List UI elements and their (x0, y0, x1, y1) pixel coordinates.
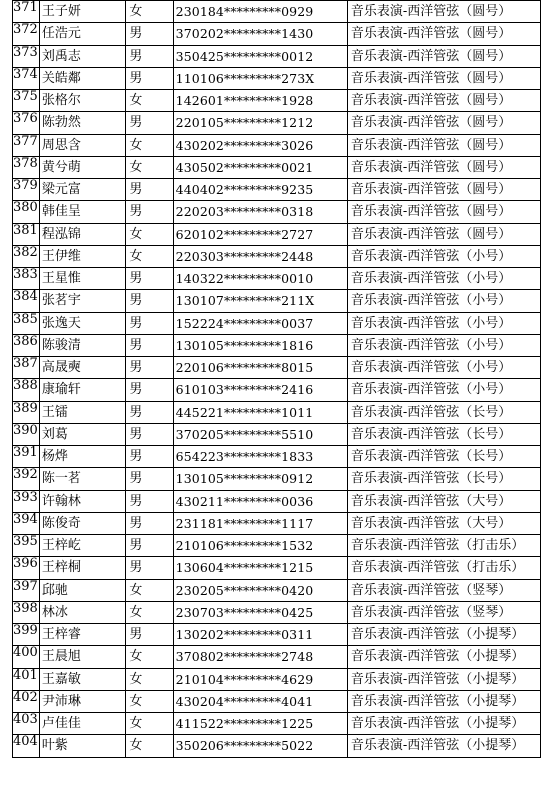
row-number: 397 (13, 579, 40, 601)
student-roster-table (12, 0, 541, 758)
student-name: 王星惟 (39, 268, 126, 290)
major-name: 音乐表演-西洋管弦（长号） (347, 423, 540, 445)
student-name: 王嘉敏 (39, 668, 126, 690)
major-name: 音乐表演-西洋管弦（圆号） (347, 45, 540, 67)
student-gender: 女 (126, 690, 173, 712)
id-number-masked: 430502*********0021 (173, 156, 347, 178)
row-number: 374 (13, 67, 40, 89)
student-gender: 女 (126, 223, 173, 245)
id-number-masked: 152224*********0037 (173, 312, 347, 334)
row-number: 393 (13, 490, 40, 512)
student-name: 邱驰 (39, 579, 126, 601)
student-gender: 男 (126, 357, 173, 379)
id-number-masked: 231181*********1117 (173, 512, 347, 534)
student-gender: 男 (126, 334, 173, 356)
id-number-masked: 445221*********1011 (173, 401, 347, 423)
student-gender: 男 (126, 45, 173, 67)
row-number: 402 (13, 690, 40, 712)
table-row (13, 201, 541, 223)
table-row (13, 446, 541, 468)
major-name: 音乐表演-西洋管弦（打击乐） (347, 535, 540, 557)
student-name: 刘葛 (39, 423, 126, 445)
table-row (13, 379, 541, 401)
major-name: 音乐表演-西洋管弦（长号） (347, 468, 540, 490)
student-name: 陈俊奇 (39, 512, 126, 534)
row-number: 382 (13, 245, 40, 267)
table-row (13, 357, 541, 379)
student-name: 周思含 (39, 134, 126, 156)
table-row (13, 23, 541, 45)
student-gender: 女 (126, 134, 173, 156)
id-number-masked: 140322*********0010 (173, 268, 347, 290)
student-gender: 男 (126, 401, 173, 423)
table-row (13, 646, 541, 668)
student-gender: 男 (126, 290, 173, 312)
id-number-masked: 210106*********1532 (173, 535, 347, 557)
row-number: 395 (13, 535, 40, 557)
row-number: 377 (13, 134, 40, 156)
student-gender: 男 (126, 535, 173, 557)
table-row (13, 156, 541, 178)
student-name: 杨烨 (39, 446, 126, 468)
student-gender: 女 (126, 735, 173, 757)
table-row (13, 1, 541, 23)
row-number: 371 (13, 1, 40, 23)
row-number: 390 (13, 423, 40, 445)
student-name: 张逸天 (39, 312, 126, 334)
major-name: 音乐表演-西洋管弦（圆号） (347, 134, 540, 156)
student-name: 王梓睿 (39, 624, 126, 646)
id-number-masked: 220106*********8015 (173, 357, 347, 379)
student-gender: 男 (126, 112, 173, 134)
id-number-masked: 620102*********2727 (173, 223, 347, 245)
id-number-masked: 230703*********0425 (173, 601, 347, 623)
table-row (13, 179, 541, 201)
table-row (13, 735, 541, 757)
id-number-masked: 142601*********1928 (173, 90, 347, 112)
major-name: 音乐表演-西洋管弦（大号） (347, 512, 540, 534)
table-row (13, 668, 541, 690)
id-number-masked: 230205*********0420 (173, 579, 347, 601)
row-number: 378 (13, 156, 40, 178)
student-gender: 男 (126, 312, 173, 334)
major-name: 音乐表演-西洋管弦（小号） (347, 357, 540, 379)
row-number: 389 (13, 401, 40, 423)
student-gender: 男 (126, 512, 173, 534)
major-name: 音乐表演-西洋管弦（大号） (347, 490, 540, 512)
student-gender: 女 (126, 245, 173, 267)
student-name: 王伊维 (39, 245, 126, 267)
student-name: 张格尔 (39, 90, 126, 112)
row-number: 375 (13, 90, 40, 112)
major-name: 音乐表演-西洋管弦（小提琴） (347, 713, 540, 735)
student-gender: 女 (126, 646, 173, 668)
row-number: 384 (13, 290, 40, 312)
student-gender: 女 (126, 156, 173, 178)
student-gender: 女 (126, 601, 173, 623)
table-row (13, 223, 541, 245)
major-name: 音乐表演-西洋管弦（小提琴） (347, 690, 540, 712)
student-gender: 男 (126, 67, 173, 89)
student-gender: 男 (126, 446, 173, 468)
major-name: 音乐表演-西洋管弦（圆号） (347, 112, 540, 134)
student-name: 尹沛琳 (39, 690, 126, 712)
major-name: 音乐表演-西洋管弦（小号） (347, 334, 540, 356)
student-gender: 男 (126, 557, 173, 579)
id-number-masked: 350425*********0012 (173, 45, 347, 67)
student-name: 康瑜轩 (39, 379, 126, 401)
id-number-masked: 440402*********9235 (173, 179, 347, 201)
student-name: 张茗宇 (39, 290, 126, 312)
id-number-masked: 130604*********1215 (173, 557, 347, 579)
student-gender: 女 (126, 668, 173, 690)
id-number-masked: 230184*********0929 (173, 1, 347, 23)
id-number-masked: 411522*********1225 (173, 713, 347, 735)
table-row (13, 334, 541, 356)
id-number-masked: 130202*********0311 (173, 624, 347, 646)
student-gender: 男 (126, 201, 173, 223)
table-row (13, 134, 541, 156)
id-number-masked: 220105*********1212 (173, 112, 347, 134)
row-number: 392 (13, 468, 40, 490)
major-name: 音乐表演-西洋管弦（圆号） (347, 67, 540, 89)
row-number: 400 (13, 646, 40, 668)
table-row (13, 557, 541, 579)
major-name: 音乐表演-西洋管弦（小号） (347, 312, 540, 334)
roster-body (13, 1, 541, 758)
major-name: 音乐表演-西洋管弦（小号） (347, 245, 540, 267)
major-name: 音乐表演-西洋管弦（小号） (347, 268, 540, 290)
id-number-masked: 130105*********1816 (173, 334, 347, 356)
student-gender: 女 (126, 579, 173, 601)
student-name: 林冰 (39, 601, 126, 623)
major-name: 音乐表演-西洋管弦（长号） (347, 401, 540, 423)
student-gender: 女 (126, 90, 173, 112)
student-gender: 男 (126, 468, 173, 490)
id-number-masked: 654223*********1833 (173, 446, 347, 468)
table-row (13, 401, 541, 423)
student-gender: 男 (126, 490, 173, 512)
student-name: 陈一茗 (39, 468, 126, 490)
major-name: 音乐表演-西洋管弦（竖琴） (347, 579, 540, 601)
major-name: 音乐表演-西洋管弦（圆号） (347, 23, 540, 45)
student-gender: 男 (126, 624, 173, 646)
student-gender: 女 (126, 1, 173, 23)
id-number-masked: 370205*********5510 (173, 423, 347, 445)
student-name: 韩佳呈 (39, 201, 126, 223)
major-name: 音乐表演-西洋管弦（小提琴） (347, 735, 540, 757)
major-name: 音乐表演-西洋管弦（小号） (347, 290, 540, 312)
table-row (13, 112, 541, 134)
major-name: 音乐表演-西洋管弦（打击乐） (347, 557, 540, 579)
student-name: 梁元富 (39, 179, 126, 201)
student-name: 任浩元 (39, 23, 126, 45)
table-row (13, 690, 541, 712)
student-name: 高晟奭 (39, 357, 126, 379)
major-name: 音乐表演-西洋管弦（圆号） (347, 201, 540, 223)
table-row (13, 90, 541, 112)
table-row (13, 67, 541, 89)
table-row (13, 579, 541, 601)
table-row (13, 312, 541, 334)
row-number: 401 (13, 668, 40, 690)
major-name: 音乐表演-西洋管弦（小提琴） (347, 624, 540, 646)
major-name: 音乐表演-西洋管弦（小提琴） (347, 668, 540, 690)
table-row (13, 490, 541, 512)
id-number-masked: 430204*********4041 (173, 690, 347, 712)
major-name: 音乐表演-西洋管弦（圆号） (347, 1, 540, 23)
table-row (13, 268, 541, 290)
student-name: 王镭 (39, 401, 126, 423)
id-number-masked: 130107*********211X (173, 290, 347, 312)
major-name: 音乐表演-西洋管弦（圆号） (347, 90, 540, 112)
student-name: 王梓桐 (39, 557, 126, 579)
table-row (13, 601, 541, 623)
student-name: 王子妍 (39, 1, 126, 23)
student-gender: 男 (126, 179, 173, 201)
student-gender: 女 (126, 713, 173, 735)
student-name: 刘禹志 (39, 45, 126, 67)
row-number: 394 (13, 512, 40, 534)
major-name: 音乐表演-西洋管弦（圆号） (347, 223, 540, 245)
student-name: 许翰林 (39, 490, 126, 512)
id-number-masked: 370802*********2748 (173, 646, 347, 668)
row-number: 381 (13, 223, 40, 245)
student-gender: 男 (126, 379, 173, 401)
row-number: 387 (13, 357, 40, 379)
row-number: 396 (13, 557, 40, 579)
id-number-masked: 220203*********0318 (173, 201, 347, 223)
row-number: 379 (13, 179, 40, 201)
row-number: 391 (13, 446, 40, 468)
student-name: 王晨旭 (39, 646, 126, 668)
row-number: 399 (13, 624, 40, 646)
student-gender: 男 (126, 23, 173, 45)
table-row (13, 713, 541, 735)
major-name: 音乐表演-西洋管弦（小号） (347, 379, 540, 401)
table-row (13, 535, 541, 557)
major-name: 音乐表演-西洋管弦（圆号） (347, 179, 540, 201)
row-number: 380 (13, 201, 40, 223)
row-number: 383 (13, 268, 40, 290)
id-number-masked: 430211*********0036 (173, 490, 347, 512)
table-row (13, 45, 541, 67)
student-name: 王梓屹 (39, 535, 126, 557)
student-name: 叶紫 (39, 735, 126, 757)
table-row (13, 245, 541, 267)
row-number: 376 (13, 112, 40, 134)
row-number: 373 (13, 45, 40, 67)
student-name: 关皓鄰 (39, 67, 126, 89)
student-name: 陈勃然 (39, 112, 126, 134)
student-name: 程泓锦 (39, 223, 126, 245)
id-number-masked: 430202*********3026 (173, 134, 347, 156)
row-number: 372 (13, 23, 40, 45)
id-number-masked: 130105*********0912 (173, 468, 347, 490)
major-name: 音乐表演-西洋管弦（小提琴） (347, 646, 540, 668)
id-number-masked: 350206*********5022 (173, 735, 347, 757)
table-row (13, 624, 541, 646)
major-name: 音乐表演-西洋管弦（竖琴） (347, 601, 540, 623)
student-name: 卢佳佳 (39, 713, 126, 735)
student-gender: 男 (126, 268, 173, 290)
row-number: 404 (13, 735, 40, 757)
row-number: 388 (13, 379, 40, 401)
id-number-masked: 110106*********273X (173, 67, 347, 89)
row-number: 398 (13, 601, 40, 623)
row-number: 403 (13, 713, 40, 735)
major-name: 音乐表演-西洋管弦（圆号） (347, 156, 540, 178)
id-number-masked: 610103*********2416 (173, 379, 347, 401)
major-name: 音乐表演-西洋管弦（长号） (347, 446, 540, 468)
id-number-masked: 220303*********2448 (173, 245, 347, 267)
table-row (13, 423, 541, 445)
table-row (13, 468, 541, 490)
student-name: 陈骏清 (39, 334, 126, 356)
student-gender: 男 (126, 423, 173, 445)
row-number: 385 (13, 312, 40, 334)
row-number: 386 (13, 334, 40, 356)
student-name: 黄兮萌 (39, 156, 126, 178)
table-row (13, 290, 541, 312)
table-row (13, 512, 541, 534)
id-number-masked: 370202*********1430 (173, 23, 347, 45)
id-number-masked: 210104*********4629 (173, 668, 347, 690)
